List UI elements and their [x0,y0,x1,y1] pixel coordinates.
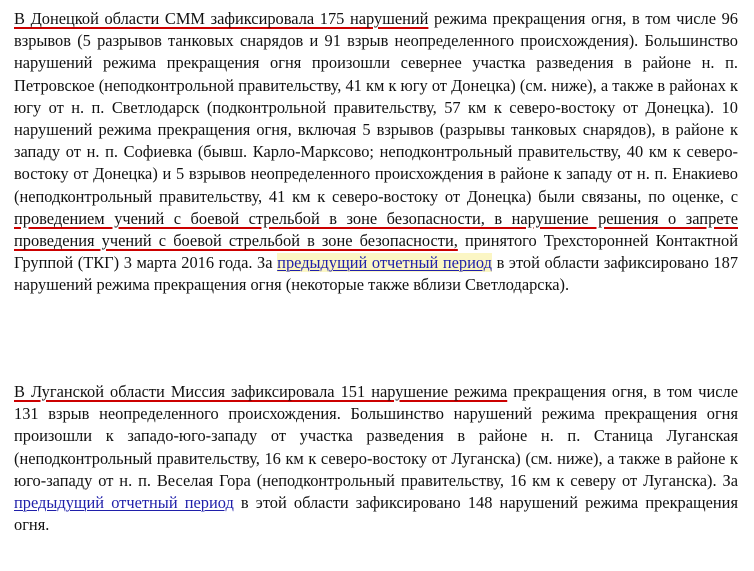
paragraph-donetsk [14,8,738,297]
highlighted-lead-luhansk: В Луганской области Миссия зафиксировала 151 нарушение режима [14,382,508,401]
paragraph-text: принятого Трехсторонней Контактной Группой (ТКГ) 3 марта 2016 года. За [14,231,739,273]
highlighted-passage-exercises: проведением учений с боевой стрельбой в зоне безопасности, в нарушение решения о запрете проведения учений с боевой стрельбой в зоне безопасности, [14,208,738,251]
paragraph-text: в этой области зафиксировано 148 нарушений режима прекращения огня. [14,493,738,535]
paragraph-text: режима прекращения огня, в том числе 96 взрывов (5 разрывов танковых снарядов и 91 взрыв неопределенного происхождения). Большинство нарушений режима прекращения огня произошли севернее участка разведения в районе н. п. Петровское (неподконтрольной правительству, 41 км к югу от Донецка) (см. ниже), а также в районах к югу от н. п. Светлодарск (подконтрольной правительству, 57 км к северо-востоку от Донецка). 10 нарушений режима прекращения огня, включая 5 взрывов (разрывы танковых снарядов), в районе к западу от н. п. Софиевка (бывш. Карло-Марксово; неподконтрольный правительству, 40 км к северо-востоку от Донецка) и 5 взрывов неопределенного происхождения в районе к западу от н. п. Енакиево (неподконтрольный правительству, 41 км к северо-востоку от Донецка) были связаны, по оценке, с [14,9,738,206]
paragraph-luhansk [14,381,738,536]
previous-period-link[interactable]: предыдущий отчетный период [277,253,492,273]
previous-period-link[interactable]: предыдущий отчетный период [14,493,234,513]
paragraph-text: прекращения огня, в том числе 131 взрыв неопределенного происхождения. Большинство нарушений режима прекращения огня произошли к западо-юго-западу от участка разведения в районе н. п. Станица Луганская (неподконтрольный правительству, 16 км к северо-востоку от Луганска) (см. ниже), а также в районе к юго-западу от н. п. Веселая Гора (неподконтрольный правительству, 16 км к северу от Луганска). За [14,382,738,490]
paragraph-text: в этой области зафиксировано 187 нарушений режима прекращения огня (некоторые также вблизи Светлодарска). [14,253,739,295]
highlighted-lead-donetsk: В Донецкой области СММ зафиксировала 175 нарушений [14,9,429,28]
